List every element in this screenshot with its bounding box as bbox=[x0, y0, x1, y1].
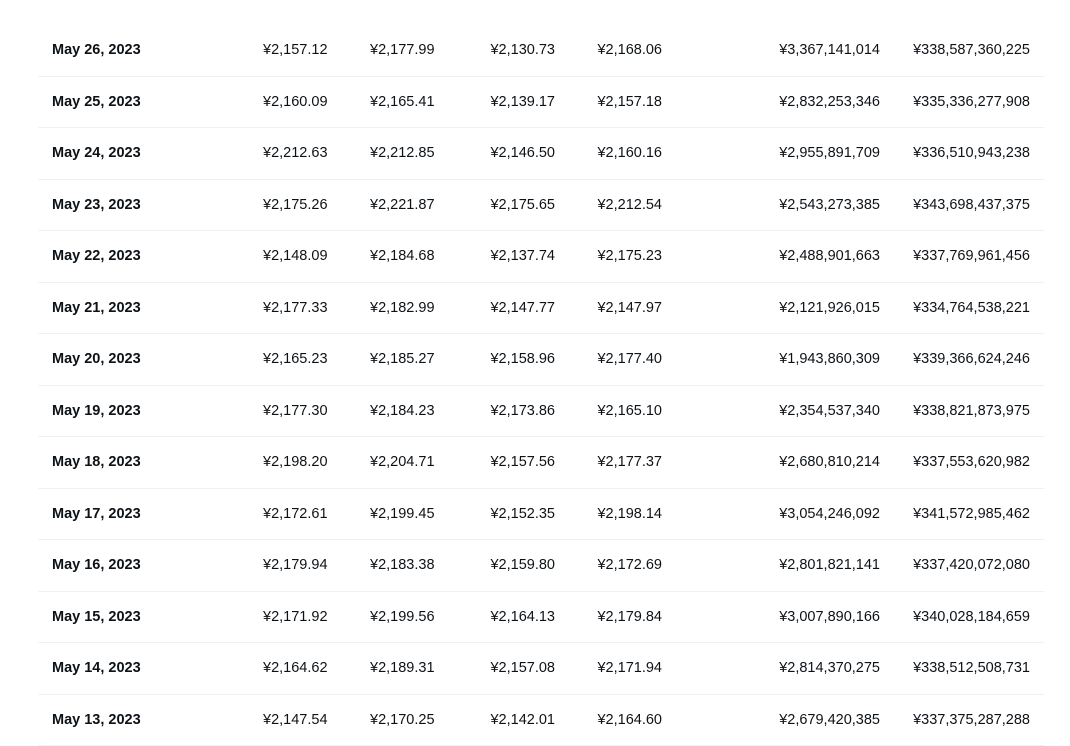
market-cap-cell: ¥338,512,508,731 bbox=[913, 643, 1030, 694]
low-cell: ¥2,142.01 bbox=[490, 695, 555, 746]
table-row bbox=[38, 334, 1044, 386]
open-cell: ¥2,171.92 bbox=[263, 592, 328, 643]
date-cell: May 25, 2023 bbox=[52, 77, 141, 128]
volume-cell: ¥1,943,860,309 bbox=[779, 334, 880, 385]
high-cell: ¥2,184.23 bbox=[370, 386, 435, 437]
open-cell: ¥2,175.26 bbox=[263, 180, 328, 231]
high-cell: ¥2,165.41 bbox=[370, 77, 435, 128]
date-cell: May 17, 2023 bbox=[52, 489, 141, 540]
close-cell: ¥2,172.69 bbox=[597, 540, 662, 591]
high-cell: ¥2,212.85 bbox=[370, 128, 435, 179]
close-cell: ¥2,198.14 bbox=[597, 489, 662, 540]
volume-cell: ¥3,007,890,166 bbox=[779, 592, 880, 643]
table-row bbox=[38, 283, 1044, 335]
table-row bbox=[38, 489, 1044, 541]
market-cap-cell: ¥338,587,360,225 bbox=[913, 25, 1030, 76]
price-history-table bbox=[38, 25, 1044, 746]
market-cap-cell: ¥334,764,538,221 bbox=[913, 283, 1030, 334]
high-cell: ¥2,185.27 bbox=[370, 334, 435, 385]
low-cell: ¥2,137.74 bbox=[490, 231, 555, 282]
table-row bbox=[38, 386, 1044, 438]
date-cell: May 22, 2023 bbox=[52, 231, 141, 282]
volume-cell: ¥2,801,821,141 bbox=[779, 540, 880, 591]
high-cell: ¥2,221.87 bbox=[370, 180, 435, 231]
low-cell: ¥2,164.13 bbox=[490, 592, 555, 643]
market-cap-cell: ¥338,821,873,975 bbox=[913, 386, 1030, 437]
high-cell: ¥2,189.31 bbox=[370, 643, 435, 694]
table-row bbox=[38, 231, 1044, 283]
date-cell: May 19, 2023 bbox=[52, 386, 141, 437]
market-cap-cell: ¥335,336,277,908 bbox=[913, 77, 1030, 128]
volume-cell: ¥3,367,141,014 bbox=[779, 25, 880, 76]
low-cell: ¥2,159.80 bbox=[490, 540, 555, 591]
volume-cell: ¥2,488,901,663 bbox=[779, 231, 880, 282]
close-cell: ¥2,160.16 bbox=[597, 128, 662, 179]
low-cell: ¥2,152.35 bbox=[490, 489, 555, 540]
date-cell: May 23, 2023 bbox=[52, 180, 141, 231]
high-cell: ¥2,183.38 bbox=[370, 540, 435, 591]
high-cell: ¥2,182.99 bbox=[370, 283, 435, 334]
market-cap-cell: ¥337,769,961,456 bbox=[913, 231, 1030, 282]
market-cap-cell: ¥339,366,624,246 bbox=[913, 334, 1030, 385]
table-row bbox=[38, 77, 1044, 129]
volume-cell: ¥2,679,420,385 bbox=[779, 695, 880, 746]
volume-cell: ¥3,054,246,092 bbox=[779, 489, 880, 540]
close-cell: ¥2,179.84 bbox=[597, 592, 662, 643]
high-cell: ¥2,199.45 bbox=[370, 489, 435, 540]
table-row bbox=[38, 592, 1044, 644]
date-cell: May 20, 2023 bbox=[52, 334, 141, 385]
date-cell: May 24, 2023 bbox=[52, 128, 141, 179]
market-cap-cell: ¥341,572,985,462 bbox=[913, 489, 1030, 540]
market-cap-cell: ¥336,510,943,238 bbox=[913, 128, 1030, 179]
low-cell: ¥2,158.96 bbox=[490, 334, 555, 385]
low-cell: ¥2,157.08 bbox=[490, 643, 555, 694]
open-cell: ¥2,198.20 bbox=[263, 437, 328, 488]
open-cell: ¥2,179.94 bbox=[263, 540, 328, 591]
market-cap-cell: ¥337,420,072,080 bbox=[913, 540, 1030, 591]
low-cell: ¥2,146.50 bbox=[490, 128, 555, 179]
open-cell: ¥2,165.23 bbox=[263, 334, 328, 385]
high-cell: ¥2,204.71 bbox=[370, 437, 435, 488]
close-cell: ¥2,177.40 bbox=[597, 334, 662, 385]
open-cell: ¥2,177.33 bbox=[263, 283, 328, 334]
close-cell: ¥2,147.97 bbox=[597, 283, 662, 334]
open-cell: ¥2,160.09 bbox=[263, 77, 328, 128]
open-cell: ¥2,212.63 bbox=[263, 128, 328, 179]
open-cell: ¥2,157.12 bbox=[263, 25, 328, 76]
volume-cell: ¥2,955,891,709 bbox=[779, 128, 880, 179]
date-cell: May 13, 2023 bbox=[52, 695, 141, 746]
low-cell: ¥2,147.77 bbox=[490, 283, 555, 334]
volume-cell: ¥2,543,273,385 bbox=[779, 180, 880, 231]
low-cell: ¥2,139.17 bbox=[490, 77, 555, 128]
open-cell: ¥2,177.30 bbox=[263, 386, 328, 437]
low-cell: ¥2,175.65 bbox=[490, 180, 555, 231]
table-row bbox=[38, 25, 1044, 77]
volume-cell: ¥2,354,537,340 bbox=[779, 386, 880, 437]
table-row bbox=[38, 128, 1044, 180]
high-cell: ¥2,177.99 bbox=[370, 25, 435, 76]
high-cell: ¥2,184.68 bbox=[370, 231, 435, 282]
close-cell: ¥2,168.06 bbox=[597, 25, 662, 76]
date-cell: May 18, 2023 bbox=[52, 437, 141, 488]
close-cell: ¥2,164.60 bbox=[597, 695, 662, 746]
close-cell: ¥2,157.18 bbox=[597, 77, 662, 128]
low-cell: ¥2,173.86 bbox=[490, 386, 555, 437]
market-cap-cell: ¥337,553,620,982 bbox=[913, 437, 1030, 488]
date-cell: May 15, 2023 bbox=[52, 592, 141, 643]
table-row bbox=[38, 180, 1044, 232]
open-cell: ¥2,172.61 bbox=[263, 489, 328, 540]
date-cell: May 14, 2023 bbox=[52, 643, 141, 694]
table-row bbox=[38, 540, 1044, 592]
low-cell: ¥2,157.56 bbox=[490, 437, 555, 488]
open-cell: ¥2,164.62 bbox=[263, 643, 328, 694]
market-cap-cell: ¥340,028,184,659 bbox=[913, 592, 1030, 643]
close-cell: ¥2,165.10 bbox=[597, 386, 662, 437]
table-row bbox=[38, 643, 1044, 695]
close-cell: ¥2,175.23 bbox=[597, 231, 662, 282]
close-cell: ¥2,177.37 bbox=[597, 437, 662, 488]
date-cell: May 16, 2023 bbox=[52, 540, 141, 591]
volume-cell: ¥2,832,253,346 bbox=[779, 77, 880, 128]
volume-cell: ¥2,814,370,275 bbox=[779, 643, 880, 694]
open-cell: ¥2,148.09 bbox=[263, 231, 328, 282]
high-cell: ¥2,199.56 bbox=[370, 592, 435, 643]
date-cell: May 21, 2023 bbox=[52, 283, 141, 334]
high-cell: ¥2,170.25 bbox=[370, 695, 435, 746]
close-cell: ¥2,171.94 bbox=[597, 643, 662, 694]
date-cell: May 26, 2023 bbox=[52, 25, 141, 76]
volume-cell: ¥2,680,810,214 bbox=[779, 437, 880, 488]
low-cell: ¥2,130.73 bbox=[490, 25, 555, 76]
volume-cell: ¥2,121,926,015 bbox=[779, 283, 880, 334]
table-row bbox=[38, 437, 1044, 489]
market-cap-cell: ¥343,698,437,375 bbox=[913, 180, 1030, 231]
table-row bbox=[38, 695, 1044, 746]
open-cell: ¥2,147.54 bbox=[263, 695, 328, 746]
market-cap-cell: ¥337,375,287,288 bbox=[913, 695, 1030, 746]
close-cell: ¥2,212.54 bbox=[597, 180, 662, 231]
